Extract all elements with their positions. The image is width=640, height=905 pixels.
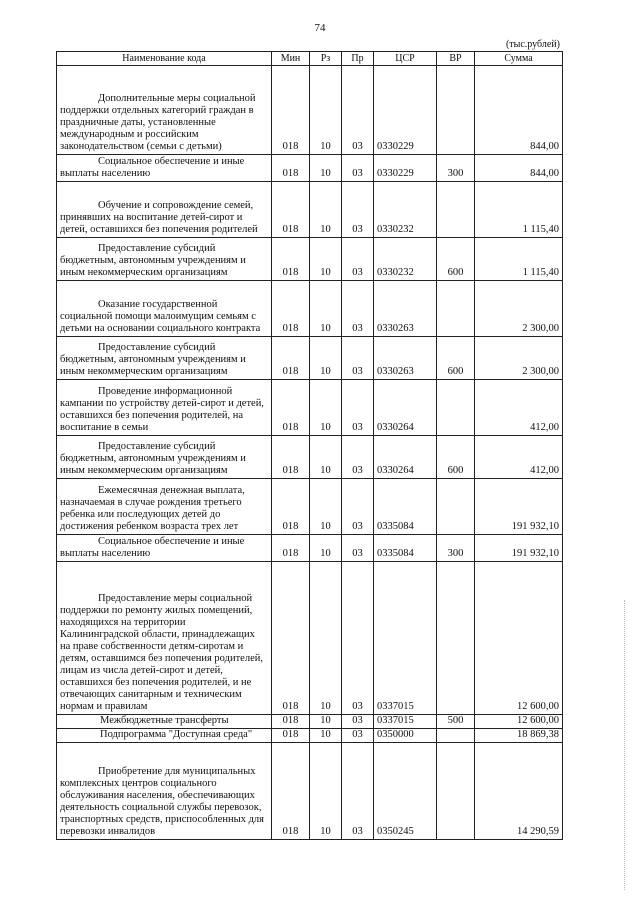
table-body	[57, 66, 563, 840]
cell-sum: 1 115,40	[475, 182, 563, 238]
row-name-line: поддержки отдельных категорий граждан в	[60, 105, 254, 116]
row-name-line: детей, оставшихся без попечения родителей	[60, 224, 258, 235]
row-name-line: Предоставление меры социальной	[98, 593, 253, 604]
cell-rz: 10	[310, 337, 342, 380]
table-row	[57, 182, 563, 238]
table-row	[57, 729, 563, 743]
row-name-line: социальной помощи малоимущим семьям с	[60, 311, 256, 322]
cell-vr	[437, 182, 475, 238]
row-name-line: Проведение информационной	[98, 386, 233, 397]
row-name-line: нормам и правилам	[60, 701, 148, 712]
cell-sum: 18 869,38	[475, 729, 563, 743]
cell-ministry: 018	[272, 380, 310, 436]
cell-pr: 03	[342, 337, 374, 380]
row-name-line: Социальное обеспечение и иные	[98, 156, 245, 167]
cell-pr: 03	[342, 182, 374, 238]
cell-ministry: 018	[272, 743, 310, 840]
row-name-line: Дополнительные меры социальной	[98, 93, 256, 104]
row-name-line: принявших на воспитание детей-сирот и	[60, 212, 243, 223]
row-name-line: комплексных центров социального	[60, 778, 217, 789]
row-name-line: Обучение и сопровождение семей,	[98, 200, 254, 211]
cell-ministry: 018	[272, 281, 310, 337]
row-name-line: иным некоммерческим организациям	[60, 465, 228, 476]
row-name-line: достижения ребенком возраста трех лет	[60, 521, 239, 532]
row-name-line: иным некоммерческим организациям	[60, 267, 228, 278]
row-name	[57, 729, 272, 743]
cell-sum: 12 600,00	[475, 715, 563, 729]
row-name	[57, 535, 272, 562]
row-name-line: международным и российским	[60, 129, 199, 140]
table-row	[57, 380, 563, 436]
row-name	[57, 562, 272, 715]
row-name-line: детям, оставшимся без попечения родителей,	[60, 653, 263, 664]
cell-rz: 10	[310, 535, 342, 562]
cell-sum: 844,00	[475, 155, 563, 182]
cell-pr: 03	[342, 380, 374, 436]
budget-table	[56, 51, 563, 840]
cell-pr: 03	[342, 729, 374, 743]
cell-vr	[437, 743, 475, 840]
units-label: (тыс.рублей)	[505, 39, 560, 50]
row-name-line: выплаты населению	[60, 168, 151, 179]
row-name-line: транспортных средств, приспособленных для	[60, 814, 265, 825]
cell-sum: 2 300,00	[475, 281, 563, 337]
cell-csr: 0330232	[374, 182, 437, 238]
cell-ministry: 018	[272, 436, 310, 479]
header-sum: Сумма	[475, 52, 563, 66]
header-rz: Рз	[310, 52, 342, 66]
scan-margin-artifact	[624, 600, 626, 890]
cell-csr: 0330263	[374, 281, 437, 337]
header-csr: ЦСР	[374, 52, 437, 66]
cell-vr	[437, 380, 475, 436]
table-row	[57, 535, 563, 562]
cell-pr: 03	[342, 562, 374, 715]
cell-pr: 03	[342, 743, 374, 840]
row-name-line: Приобретение для муниципальных	[98, 766, 256, 777]
cell-ministry: 018	[272, 238, 310, 281]
table-row	[57, 436, 563, 479]
table-row	[57, 66, 563, 155]
cell-rz: 10	[310, 182, 342, 238]
cell-vr	[437, 281, 475, 337]
row-name	[57, 479, 272, 535]
row-name-line: Калининградской области, принадлежащих	[60, 629, 255, 640]
cell-ministry: 018	[272, 562, 310, 715]
cell-vr: 600	[437, 436, 475, 479]
cell-sum: 191 932,10	[475, 535, 563, 562]
table-row	[57, 155, 563, 182]
row-name-line: бюджетным, автономным учреждениям и	[60, 354, 246, 365]
cell-ministry: 018	[272, 66, 310, 155]
header-pr: Пр	[342, 52, 374, 66]
table-row	[57, 337, 563, 380]
cell-vr: 300	[437, 535, 475, 562]
row-name-line: оставшихся без попечения родителей, на	[60, 410, 244, 421]
cell-vr: 300	[437, 155, 475, 182]
cell-ministry: 018	[272, 337, 310, 380]
cell-rz: 10	[310, 281, 342, 337]
cell-csr: 0337015	[374, 715, 437, 729]
row-name-line: лицам из числа детей-сирот и детей,	[60, 665, 223, 676]
row-name-line: бюджетным, автономным учреждениям и	[60, 453, 246, 464]
header-vr: ВР	[437, 52, 475, 66]
cell-ministry: 018	[272, 729, 310, 743]
cell-csr: 0330229	[374, 66, 437, 155]
table-row	[57, 238, 563, 281]
row-name-line: отвечающих санитарным и техническим	[60, 689, 242, 700]
cell-ministry: 018	[272, 535, 310, 562]
row-name-line: назначаемая в случае рождения третьего	[60, 497, 242, 508]
cell-csr: 0350245	[374, 743, 437, 840]
row-name-line: ребенка или последующих детей до	[60, 509, 221, 520]
row-name-line: Оказание государственной	[98, 299, 218, 310]
row-name-line: бюджетным, автономным учреждениям и	[60, 255, 246, 266]
cell-pr: 03	[342, 535, 374, 562]
cell-sum: 844,00	[475, 66, 563, 155]
cell-ministry: 018	[272, 155, 310, 182]
row-name-line: перевозки инвалидов	[60, 826, 156, 837]
row-name	[57, 715, 272, 729]
cell-pr: 03	[342, 66, 374, 155]
cell-sum: 1 115,40	[475, 238, 563, 281]
row-name	[57, 182, 272, 238]
row-name-line: находящихся на территории	[60, 617, 186, 628]
page-number: 74	[314, 22, 326, 34]
table-row	[57, 479, 563, 535]
row-name-line: Социальное обеспечение и иные	[98, 536, 245, 547]
cell-rz: 10	[310, 562, 342, 715]
cell-pr: 03	[342, 479, 374, 535]
row-name-line: обслуживания населения, обеспечивающих	[60, 790, 255, 801]
row-name-line: оставшихся без попечения родителей, и не	[60, 677, 252, 688]
row-name-line: законодательством (семьи с детьми)	[60, 141, 222, 152]
cell-csr: 0335084	[374, 479, 437, 535]
cell-vr: 500	[437, 715, 475, 729]
row-name-line: поддержки по ремонту жилых помещений,	[60, 605, 253, 616]
row-name-line: Предоставление субсидий	[98, 342, 216, 353]
cell-rz: 10	[310, 743, 342, 840]
cell-sum: 412,00	[475, 436, 563, 479]
cell-csr: 0330264	[374, 436, 437, 479]
cell-csr: 0330264	[374, 380, 437, 436]
row-name-line: выплаты населению	[60, 548, 151, 559]
row-name	[57, 66, 272, 155]
cell-rz: 10	[310, 479, 342, 535]
cell-sum: 412,00	[475, 380, 563, 436]
row-name	[57, 281, 272, 337]
header-ministry: Мин	[272, 52, 310, 66]
cell-csr: 0330229	[374, 155, 437, 182]
table-row	[57, 562, 563, 715]
row-name-line: воспитание в семьи	[60, 422, 149, 433]
row-name-line: Ежемесячная денежная выплата,	[98, 485, 245, 496]
cell-rz: 10	[310, 436, 342, 479]
cell-sum: 14 290,59	[475, 743, 563, 840]
cell-rz: 10	[310, 380, 342, 436]
cell-vr: 600	[437, 337, 475, 380]
table-row	[57, 281, 563, 337]
cell-csr: 0337015	[374, 562, 437, 715]
row-name	[57, 380, 272, 436]
row-name-line: праздничные даты, установленные	[60, 117, 216, 128]
table-header-row	[57, 52, 563, 66]
cell-pr: 03	[342, 155, 374, 182]
cell-pr: 03	[342, 436, 374, 479]
cell-rz: 10	[310, 66, 342, 155]
cell-csr: 0330232	[374, 238, 437, 281]
row-name-line: Предоставление субсидий	[98, 441, 216, 452]
cell-vr	[437, 729, 475, 743]
cell-ministry: 018	[272, 182, 310, 238]
cell-sum: 191 932,10	[475, 479, 563, 535]
cell-rz: 10	[310, 155, 342, 182]
cell-csr: 0330263	[374, 337, 437, 380]
cell-rz: 10	[310, 715, 342, 729]
cell-csr: 0350000	[374, 729, 437, 743]
cell-sum: 2 300,00	[475, 337, 563, 380]
row-name-line: Подпрограмма "Доступная среда"	[100, 729, 253, 740]
cell-pr: 03	[342, 238, 374, 281]
cell-ministry: 018	[272, 479, 310, 535]
cell-pr: 03	[342, 281, 374, 337]
cell-sum: 12 600,00	[475, 562, 563, 715]
table-row	[57, 743, 563, 840]
header-name: Наименование кода	[57, 52, 272, 66]
cell-rz: 10	[310, 729, 342, 743]
row-name	[57, 743, 272, 840]
row-name-line: деятельность социальной службы перевозок,	[60, 802, 262, 813]
row-name	[57, 436, 272, 479]
table-row	[57, 715, 563, 729]
row-name-line: на праве собственности детям-сиротам и	[60, 641, 244, 652]
cell-pr: 03	[342, 715, 374, 729]
row-name-line: кампании по устройству детей-сирот и детей,	[60, 398, 264, 409]
cell-ministry: 018	[272, 715, 310, 729]
cell-vr	[437, 66, 475, 155]
cell-vr	[437, 562, 475, 715]
row-name-line: Предоставление субсидий	[98, 243, 216, 254]
row-name	[57, 238, 272, 281]
cell-vr	[437, 479, 475, 535]
row-name-line: Межбюджетные трансферты	[100, 715, 229, 726]
cell-rz: 10	[310, 238, 342, 281]
row-name-line: детьми на основании социального контракта	[60, 323, 261, 334]
cell-vr: 600	[437, 238, 475, 281]
row-name	[57, 155, 272, 182]
cell-csr: 0335084	[374, 535, 437, 562]
row-name-line: иным некоммерческим организациям	[60, 366, 228, 377]
row-name	[57, 337, 272, 380]
